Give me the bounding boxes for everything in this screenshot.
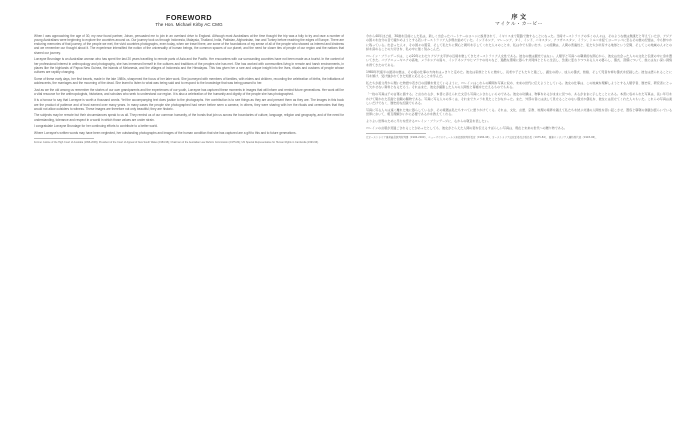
foreword-title-jp: 序 文 xyxy=(511,14,527,21)
paragraph: 私たちが祖父母から聞いた物語や若き日の経験を覚えているように、ロレインはこれらの瞬間を写真に収め、未来の世代に伝えようとしている。彼女の仕事は、この地域を理解しようとする人類学者、歴史家、研究者にとって欠かせない資料となるだろう。それはまた、彼女が撮影した人々の人間性と尊厳をたたえるものでもある。 xyxy=(366,80,672,90)
paragraph: Some of these early days, her first travels, made in the late 1980s, sharpened the focus of her later work. She journeyed with members of families, with elders and children, recording the celebration of births, the initiations of adolescents, the marriages and the mourning of the dead. She learnt to listen to what was being said and to respond to the knowledge that was being passed to her. xyxy=(34,76,344,85)
paragraph: ロレインの言葉が見過ごされることがあったとしても、彼女がとらえた人間の姿を伝えるすばらしい写真は、現在と未来の世代への贈り物である。 xyxy=(366,126,567,130)
japanese-body xyxy=(366,34,672,130)
english-column xyxy=(34,14,344,145)
paragraph: 1980年代後半の最初の旅は、その後の仕事の方向をはっきりと定めた。彼女は家族とともに旅をし、長老や子どもたちと過ごし、誕生の祝い、成人の儀式、結婚、そして死者を悼む儀式を記録した。彼女は語られることに耳を傾け、受け継がれてきた知恵に応えることを学んだ。 xyxy=(366,69,672,78)
english-body xyxy=(34,34,344,135)
paragraph: Just as we the old among us remember the stories of our own grandparents and the experiences of our youth, Lorrayne has captured these moments in images that will inform and remind future generations. Her work will be a vital resource for the anthropologists, historians, and scholars who seek to understand our region. It is also a celebration of the humanity and dignity of the people she has photographed. xyxy=(34,87,344,96)
paragraph: 今から40年ほど前、30歳を目前にした私は、新しく出会ったパートナーのヨハンに説得されて、イギリスまで陸路で旅することになった。当時オーストラリアの多くの人々は、そのような旅は無謀だと考えていたが、アジアの国々を自分の目で確かめようとする若いオーストラリア人が現れ始めていた。インドネシア、マレーシア、タイ、インド、パキスタン、アフガニスタン、イラン、トルコを経てヨーロッパに至るその旅の記憶は、今も鮮やかに残っている。出会った人々、その国々の風景、そして私たちに関心と親切を示してくれた人々のことを、私は今でも思い出す。この経験は、人間の普遍性と、私たちが共有する地球という空間、そしてこの地域の人々との絆を深めることの大切さを、私の中に強く刻みこんだ。 xyxy=(366,34,672,52)
footnote-jp: 元オーストラリア連邦最高裁判所判事（1996-2009）、ニューサウスウェールズ州控訴裁判所長官（1984-96）、オーストラリア法改正委員会委員長（1975-84）、国連カンボジア人権特別代表（1993-96）。 xyxy=(366,136,598,140)
foreword-title: FOREWORD xyxy=(166,13,212,22)
paragraph: ロレイン・ブランデージは、この20年にわたりアジア太平洋の辺境を旅してきたオーストラリア人女性である。彼女の旅は観光ではない。人類学と写真への職業的な関心から、彼女は出会った人々の文化と伝統の中に身を置いてきた。パプアニューギニアの高地、メラネシアの島々、インドネシアやヒマラヤの村々など、過酷な環境に暮らす共同体とともに生活し、急速に変わりつつある人々の暮らし、儀式、習慣について、他にはない深い洞察を得てきたのである。 xyxy=(366,53,672,67)
paragraph: 「一枚の写真は千の言葉に値する」と言われるが、本書に添えられた文章も写真にふさわしいものである。彼女の功績は、物事をあるがままに見つめ、あるがままに示したことにある。本書に収められた写真は、長い年月をかけて築かれた忍耐と信頼の賜物である。写真に写る人々の多くは、それまでカメラを見たことがなかった。また、外部の者には決して見せることのない儀式や儀礼を、彼女には見せてくれた人々もいた。これらの写真は美しいだけでなく、歴史的な記録でもある。 xyxy=(366,92,672,105)
footnote-divider xyxy=(34,138,94,139)
paragraph: When I was approaching the age of 30, my new found partner, Johan, persuaded me to join in an overland drive to England. Although most Australians at the time thought the trip was a folly to try and race a number of young Australians were beginning to explore the countries around us. Our journey took us through Indonesia, Malaysia, Thailand, India, Pakistan, Afghanistan, Iran and Turkey before reaching the edges of Europe. There are enduring memories of that journey, of the people we met, the vivid countries photographs, even today, when we travel there, are some of the foundations of my sense of all of the people who showed us interest and kindness and we remember our thought about it. The experience intensified the notion of the universality of human beings, the common spaces of our planet, and the need for closer ties of people of our region and the nations that shared our journey. xyxy=(34,34,344,55)
footnote-divider-jp xyxy=(366,133,426,134)
paragraph: よりよい世界のために尽力を続けるロレイン・ブランデージに、心からの敬意を表したい。 xyxy=(366,119,491,124)
paragraph: Lorrayne Brundage is an Australian woman who has spent the last 20 years travelling to remote parts of Asia and the Pacific. Her encounters with our surrounding countries have not been made as a tourist. In the context of her professional interest in anthropology and photography, she has immersed herself in the cultures and traditions of the peoples she has met. She has worked with communities living in remote and harsh environments, in places like the highlands of Papua New Guinea, the islands of Melanesia, and the villages of Indonesia and the Himalayas. This has given her a rare and unique insight into the lives, rituals and customs of people whose cultures are rapidly changing. xyxy=(34,57,344,74)
japanese-column xyxy=(366,14,672,140)
paragraph: It is a honour to say that Lorrayne is worth a thousand words. Yet the accompanying text does justice to the photographs. Her contribution is to see things as they are and present them as they are. The images in this book are the product of patience and of trust earned over many years. In many cases the people she photographed had never before seen a camera; in others, they were sharing with her the rituals and ceremonies that they would not allow outsiders to witness. These images are therefore not only beautiful; they are historic. xyxy=(34,98,344,111)
author-name: The Hon. Michael Kirby AC CMG xyxy=(155,22,223,27)
paragraph: Where Lorrayne's written words may have been neglected, her outstanding photographs and images of the human condition that she has captured are a gift to this and to future generations. xyxy=(34,131,297,136)
paragraph: The subjects may be remote but their circumstances speak to us all. They remind us of our common humanity, of the bonds that join us across the boundaries of culture, language, religion and geography, and of the need for understanding, tolerance and respect in a world in which those values are under strain. xyxy=(34,113,344,122)
footnote: Former Justice of the High Court of Australia (1996-2009); President of the Court of Appeal of New South Wales (1984-96); Chairman of the Australian Law Reform Commission (1975-84); UN Special Representative for Human Rights in Cambodia (1993-96). xyxy=(34,141,319,145)
author-name-jp: マイケル・カービー xyxy=(495,22,543,27)
paragraph: 写真に写る人々は遠く離れた地に暮らしているが、その境遇は私たちすべてに語りかけてくる。それは、文化、言語、宗教、地理の境界を越えて私たちを結ぶ共通の人間性を思い起こさせ、寛容と尊敬の価値が揺らいでいる世界において、相互理解がいかに必要であるかを教えてくれる。 xyxy=(366,107,672,117)
paragraph: I congratulate Lorrayne Brundage for her continuing efforts to contribute to a better world. xyxy=(34,124,158,129)
